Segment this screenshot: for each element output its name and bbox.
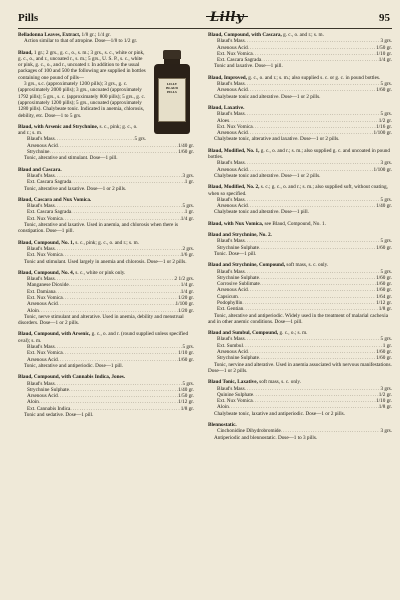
ingredient-amount: 1/4 gr.: [180, 288, 194, 295]
product-entry: [208, 184, 392, 215]
product-entry: [208, 422, 392, 441]
entry-heading: [18, 331, 194, 344]
entry-note: Tonic, alterative and antiperiodic. Widely used in the treatment of malarial cachexia and in other anemic conditions. Dose—1 pill.: [208, 312, 389, 325]
ingredient-name: Ext. Cascara Sagrada: [27, 179, 72, 186]
lilly-logo: Lilly: [210, 10, 245, 25]
entry-subtitle: g. c., o. and r. (round supplied unless specified oval); s. m.: [18, 331, 189, 344]
ingredient-name: Blaud's Mass: [217, 160, 245, 167]
entry-heading: [208, 221, 392, 227]
entry-note: Tonic, nervine and alterative. Used in anemia associated with nervous manifestations. Dose—1 or 2 pills.: [208, 361, 392, 374]
ingredient-name: Blaud's Mass: [217, 38, 245, 45]
product-entry: [18, 167, 194, 192]
entry-subtitle: s. c.; g. c., o. and r.; s. m.; also supplied soft, without coating, when so specified.: [208, 184, 388, 197]
ingredient-name: Blaud's Mass: [27, 276, 55, 283]
ingredient-name: Aloin: [217, 404, 229, 411]
columns: [18, 32, 392, 600]
entry-subtitle: g. c., o. and r.; s. m.; also supplied s. c. or g. c. in pound bottles.: [246, 74, 381, 81]
ingredient-row: [208, 404, 392, 410]
entry-title: Blaud, Improved,: [208, 74, 247, 81]
ingredient-name: Ext. Cannabis Indica: [27, 405, 71, 412]
ingredient-amount: 3 grs.: [380, 428, 392, 435]
ingredient-name: Manganese Dioxide: [27, 282, 69, 289]
entry-title: Blaud, Compound, No. 4,: [18, 269, 75, 276]
leader-dots: [259, 245, 376, 251]
ingredient-name: Aloin: [27, 307, 39, 314]
ingredient-row: [208, 428, 392, 434]
ingredient-name: Cinchonidine Dihydrobromide: [217, 428, 281, 435]
ingredient-name: Blaud's Mass: [27, 380, 55, 387]
ingredient-amount: 1 gr.: [184, 179, 194, 186]
ingredient-name: Strychnine Sulphate: [217, 274, 259, 281]
ingredient-name: Arsenous Acid: [217, 87, 248, 94]
ingredient-name: Arsenous Acid: [27, 142, 58, 149]
entry-note: Tonic. Dose—1 pill.: [214, 250, 257, 257]
ingredient-amount: 1/16 gr.: [376, 123, 392, 130]
entry-title: Blaud and Cascara.: [18, 166, 62, 173]
ingredient-name: Blaud's Mass: [217, 385, 245, 392]
ingredient-amount: 1/4 gr.: [180, 215, 194, 222]
entry-heading: [208, 184, 392, 197]
ingredient-amount: 1/40 gr.: [376, 203, 392, 210]
entry-subtitle: soft mass, s. c. only.: [285, 262, 329, 269]
ingredient-amount: 1/60 gr.: [376, 244, 392, 251]
ingredient-amount: 5 grs.: [182, 380, 194, 387]
ingredient-amount: 1/20 gr.: [178, 294, 194, 301]
entry-note: Antiperiodic and blennostatic. Dose—1 to 3 pills.: [214, 434, 318, 441]
ingredient-amount: 1/60 gr.: [376, 349, 392, 356]
ingredient-amount: 5 grs.: [380, 238, 392, 245]
ingredient-amount: 3 grs.: [380, 385, 392, 392]
entry-title: Blaud and Strychnine, No. 2.: [208, 232, 272, 239]
entry-note: Chalybeate tonic, laxative and antiperiodic. Dose—1 or 2 pills.: [214, 410, 345, 417]
ingredient-name: Ext. Nux Vomica: [217, 398, 253, 405]
ingredient-name: Ext. Nux Vomica: [27, 215, 63, 222]
ingredient-name: Ext. Nux Vomica: [27, 294, 63, 301]
entry-note: Tonic, nerve stimulant and alterative. Used in anemia, debility and menstrual disorders. Dose—1 or 2 pills.: [18, 313, 184, 327]
leader-dots: [229, 404, 379, 410]
ingredient-amount: 1/8 gr.: [378, 306, 392, 313]
ingredient-amount: 1/60 gr.: [376, 281, 392, 288]
ingredient-amount: 1/4 gr.: [378, 57, 392, 64]
ingredient-name: Corrosive Sublimate: [217, 281, 260, 288]
product-entry: [18, 197, 194, 235]
entry-note: Chalybeate tonic and alterative. Dose—1 or 2 pills.: [214, 172, 321, 179]
ingredient-name: Arsenous Acid: [27, 356, 58, 363]
ingredient-amount: 1/8 gr.: [378, 404, 392, 411]
ingredient-amount: 1/50 gr.: [376, 44, 392, 51]
bottle-label: [158, 78, 186, 122]
ingredient-name: Ext. Nux Vomica: [217, 123, 253, 130]
product-entry: [208, 75, 392, 100]
entry-subtitle: 1 gr.; 2 grs., g. c., o., s. m.; 3 grs., s. c., white or pink, g. c., o., and r., uncoated r., s. m.; 5 grs., U. S. P., s. c., white or pink, g. c., o., and r., uncoated r. In addition to the usual packages of 100 and 500 the following are supplied in bottles containing one pound of pills—: [18, 49, 146, 81]
ingredient-amount: 1/50 gr.: [178, 393, 194, 400]
entry-title: Blaud, Laxative.: [208, 104, 245, 111]
entry-subtitle: s. c., white or pink only.: [74, 269, 126, 276]
leader-dots: [39, 308, 178, 314]
product-entry: [18, 270, 194, 327]
ingredient-name: Podophyllin: [217, 299, 243, 306]
bottle-label-text: PILLS: [167, 89, 177, 94]
ingredient-name: Ext. Nux Vomica: [217, 50, 253, 57]
entry-subtitle: g. c., o.; s. m.: [278, 330, 308, 337]
ingredient-name: Aloin: [27, 399, 39, 406]
product-entry: [208, 148, 392, 179]
ingredient-amount: 3 grs.: [380, 160, 392, 167]
ingredient-amount: 1/60 gr.: [376, 355, 392, 362]
entry-subtitle: s. c., pink; g. c., o. and r.; s. m.: [18, 123, 138, 137]
page-number: 95: [379, 12, 390, 24]
ingredient-row: [208, 355, 392, 361]
bottle-cap: [163, 50, 181, 59]
entry-title: Blaud, Compound, with Cascara,: [208, 32, 282, 38]
ingredient-name: Blaud's Mass: [217, 81, 245, 88]
ingredient-name: Blaud's Mass: [27, 344, 55, 351]
product-entry: [18, 331, 194, 369]
blaud-bottle-image: [150, 50, 194, 136]
entry-title: Blaud, with Nux Vomica,: [208, 220, 264, 227]
ingredient-amount: 5 grs.: [134, 136, 146, 143]
entry-title: Blaud, Compound, with Cannabis Indica, Jones.: [18, 374, 126, 381]
ingredient-name: Arsenous Acid: [217, 130, 248, 137]
ingredient-amount: 1/60 gr.: [376, 87, 392, 94]
ingredient-name: Blaud's Mass: [217, 336, 245, 343]
ingredient-name: Blaud's Mass: [27, 245, 55, 252]
entry-title: Blaud and Sumbul, Compound,: [208, 330, 279, 337]
ingredient-name: Arsenous Acid: [217, 166, 248, 173]
entry-note: Chalybeate tonic and alterative. Dose—1 or 2 pills.: [214, 93, 321, 100]
right-column: [208, 32, 392, 446]
ingredient-amount: 1 gr.: [184, 209, 194, 216]
entry-subtitle: soft mass, s. c. only.: [257, 379, 301, 386]
leader-dots: [248, 167, 374, 173]
product-entry: [208, 232, 392, 257]
ingredient-name: Ext. Nux Vomica: [27, 252, 63, 259]
ingredient-amount: 1/40 gr.: [178, 142, 194, 149]
bottle-label-text: LILLY: [166, 81, 178, 86]
ingredient-name: Ext. Cascara Sagrada: [27, 209, 72, 216]
entry-title: Blaud Tonic, Laxative,: [208, 379, 258, 386]
ingredient-name: Blaud's Mass: [217, 238, 245, 245]
ingredient-row: [18, 308, 194, 314]
entry-subtitle: g. c., o. and r.; s. m.: [281, 32, 324, 38]
entry-title: Blennostatic.: [208, 422, 237, 429]
entry-subtitle: s. c., pink; g. c., o. and r.; s. m.: [74, 239, 139, 246]
ingredient-amount: 1/60 gr.: [178, 356, 194, 363]
ingredient-name: Blaud's Mass: [217, 196, 245, 203]
entry-note: Tonic, alterative and antiperiodic. Dose—1 pill.: [24, 362, 124, 369]
entry-title: Blaud, Modified, No. 1,: [208, 147, 260, 154]
ingredient-name: Aloes: [217, 117, 230, 124]
ingredient-row: [18, 179, 194, 185]
ingredient-name: Arsenous Acid: [217, 44, 248, 51]
ingredient-amount: 1/10 gr.: [376, 398, 392, 405]
ingredient-amount: 2 grs.: [182, 245, 194, 252]
leader-dots: [71, 179, 185, 185]
ingredient-name: Arsenous Acid: [27, 301, 58, 308]
entry-title: Blaud, with Arsenic and Strychnine,: [18, 123, 99, 130]
product-entry: [208, 105, 392, 143]
product-entry: [208, 221, 392, 227]
ingredient-name: Blaud's Mass: [27, 172, 55, 179]
entry-title: Blaud, Compound, No. 1,: [18, 239, 75, 246]
ingredient-amount: 1/60 gr.: [178, 149, 194, 156]
ingredient-amount: 1/64 gr.: [376, 293, 392, 300]
product-entry: [208, 330, 392, 374]
entry-title: Blaud and Strychnine, Compound,: [208, 262, 286, 269]
left-column: [18, 32, 194, 423]
page-header: [18, 12, 392, 29]
ingredient-name: Strychnine: [27, 149, 50, 156]
ingredient-amount: 1/2 gr.: [378, 117, 392, 124]
section-title: Pills: [18, 12, 39, 24]
entry-subtitle: 1/8 gr.; 1/4 gr.: [80, 32, 111, 38]
ingredient-row: [18, 252, 194, 258]
ingredient-name: Strychnine Sulphate: [27, 386, 69, 393]
ingredient-amount: 1/12 gr.: [376, 299, 392, 306]
ingredient-amount: 1/10 gr.: [178, 350, 194, 357]
entry-note: Tonic and stimulant. Used largely in anemia and chlorosis. Dose—1 or 2 pills.: [24, 258, 187, 265]
ingredient-name: Capsicum: [217, 293, 238, 300]
leader-dots: [259, 355, 376, 361]
leader-dots: [243, 306, 379, 312]
ingredient-name: Blaud's Mass: [27, 203, 55, 210]
ingredient-name: Arsenous Acid: [27, 393, 58, 400]
ingredient-amount: 1/100 gr.: [373, 130, 392, 137]
entry-title: Blaud, Modified, No. 2,: [208, 184, 260, 191]
product-entry: [18, 240, 194, 265]
ingredient-name: Ext. Damiana: [27, 288, 56, 295]
ingredient-amount: 5 grs.: [182, 203, 194, 210]
ingredient-name: Blaud's Mass: [217, 268, 245, 275]
product-entry: [18, 50, 194, 119]
ingredient-name: Arsenous Acid: [217, 349, 248, 356]
ingredient-amount: 5 grs.: [380, 81, 392, 88]
product-entry: [18, 32, 194, 45]
entry-note: Chalybeate tonic, alterative and laxative. Dose—1 or 2 pills.: [214, 136, 340, 143]
ingredient-amount: 5 grs.: [182, 344, 194, 351]
entry-note: 3 grs., s.c. (approximately 1200 pills); 3 grs., g. c. (approximately 2000 pills); 3 grs., uncoated (approximately 1792 pills); 5 grs., s. c. (approximately 800 pills); 5 grs., g. c. (approximately 1200 pills); 5 grs., uncoated (approximately 1280 pills). Chalybeate tonic. Indicated in anemia, chlorosis, debility, etc. Dose—1 to 5 grs.: [18, 81, 146, 119]
ingredient-amount: 1 gr.: [382, 342, 392, 349]
product-entry: [18, 374, 194, 418]
ingredient-name: Ext. Cascara Sagrada: [217, 57, 262, 64]
ingredient-name: Strychnine Sulphate: [217, 355, 259, 362]
ingredient-amount: 1/60 gr.: [376, 287, 392, 294]
product-entry: [208, 379, 392, 417]
ingredient-amount: 1/8 gr.: [180, 405, 194, 412]
ingredient-amount: 5 grs.: [380, 111, 392, 118]
entry-note: Tonic, alterative and laxative. Dose—1 or 2 pills.: [24, 185, 127, 192]
bottle-label-text: BLAUD: [166, 85, 178, 90]
entry-note: Tonic, alterative and stimulant. Dose—1 pill.: [24, 155, 118, 162]
ingredient-amount: 3 grs.: [182, 172, 194, 179]
ingredient-amount: 1/100 gr.: [175, 301, 194, 308]
ingredient-amount: 3 grs.: [380, 38, 392, 45]
ingredient-amount: 5 grs.: [380, 196, 392, 203]
ingredient-name: Ext. Nux Vomica: [27, 350, 63, 357]
ingredient-amount: 1/4 gr.: [180, 282, 194, 289]
ingredient-name: Blaud's Mass: [217, 111, 245, 118]
ingredient-name: Blaud's Mass: [27, 136, 55, 143]
ingredient-name: Ext. Gentian: [217, 306, 244, 313]
ingredient-amount: 1/12 gr.: [178, 399, 194, 406]
entry-note: Tonic, alterative and laxative. Used in anemia, and chlorosis when there is constipation. Dose—1 pill.: [18, 222, 179, 235]
ingredient-name: Quinine Sulphate: [217, 391, 254, 398]
leader-dots: [248, 87, 376, 93]
entry-subtitle: g. c., o. and r.; s. m.; also supplied g. c. and uncoated in pound bottles.: [208, 147, 390, 161]
entry-title: Blaud,: [18, 49, 33, 56]
ingredient-amount: 1/2 gr.: [378, 391, 392, 398]
entry-note: Tonic and sedative. Dose—1 pill.: [24, 412, 94, 419]
ingredient-name: Arsenous Acid: [217, 287, 248, 294]
ingredient-amount: 5 grs.: [380, 268, 392, 275]
ingredient-name: Ext. Sumbul: [217, 342, 243, 349]
entry-subtitle: see Blaud, Compound, No. 1.: [263, 220, 326, 227]
entry-note: Chalybeate tonic and alterative. Dose—1 pill.: [214, 209, 309, 216]
entry-title: Blaud, Cascara and Nux Vomica.: [18, 196, 92, 203]
ingredient-amount: 1/10 gr.: [376, 50, 392, 57]
ingredient-row: [208, 87, 392, 93]
ingredient-row: [208, 245, 392, 251]
ingredient-amount: 5 grs.: [380, 336, 392, 343]
ingredient-row: [208, 167, 392, 173]
ingredient-amount: 1/20 gr.: [178, 307, 194, 314]
ingredient-amount: 1/100 gr.: [373, 166, 392, 173]
entry-heading: [208, 148, 392, 161]
product-entry: [208, 32, 392, 70]
ingredient-name: Arsenous Acid: [217, 203, 248, 210]
ingredient-row: [208, 306, 392, 312]
ingredient-amount: 1/40 gr.: [178, 386, 194, 393]
entry-note: Action similar to that of atropine. Dose—1/8 to 1/2 gr.: [24, 38, 138, 45]
entry-note: Tonic and laxative. Dose—1 pill.: [214, 63, 283, 70]
leader-dots: [63, 252, 181, 258]
ingredient-name: Strychnine Sulphate: [217, 244, 259, 251]
leader-dots: [281, 428, 381, 434]
entry-title: Belladonna Leaves, Extract,: [18, 32, 81, 38]
ingredient-amount: 1/60 gr.: [376, 274, 392, 281]
entry-title: Blaud, Compound, with Arsenic,: [18, 331, 91, 338]
ingredient-amount: 1/6 gr.: [180, 252, 194, 259]
product-entry: [208, 262, 392, 325]
ingredient-amount: 2 1/2 grs.: [174, 276, 194, 283]
